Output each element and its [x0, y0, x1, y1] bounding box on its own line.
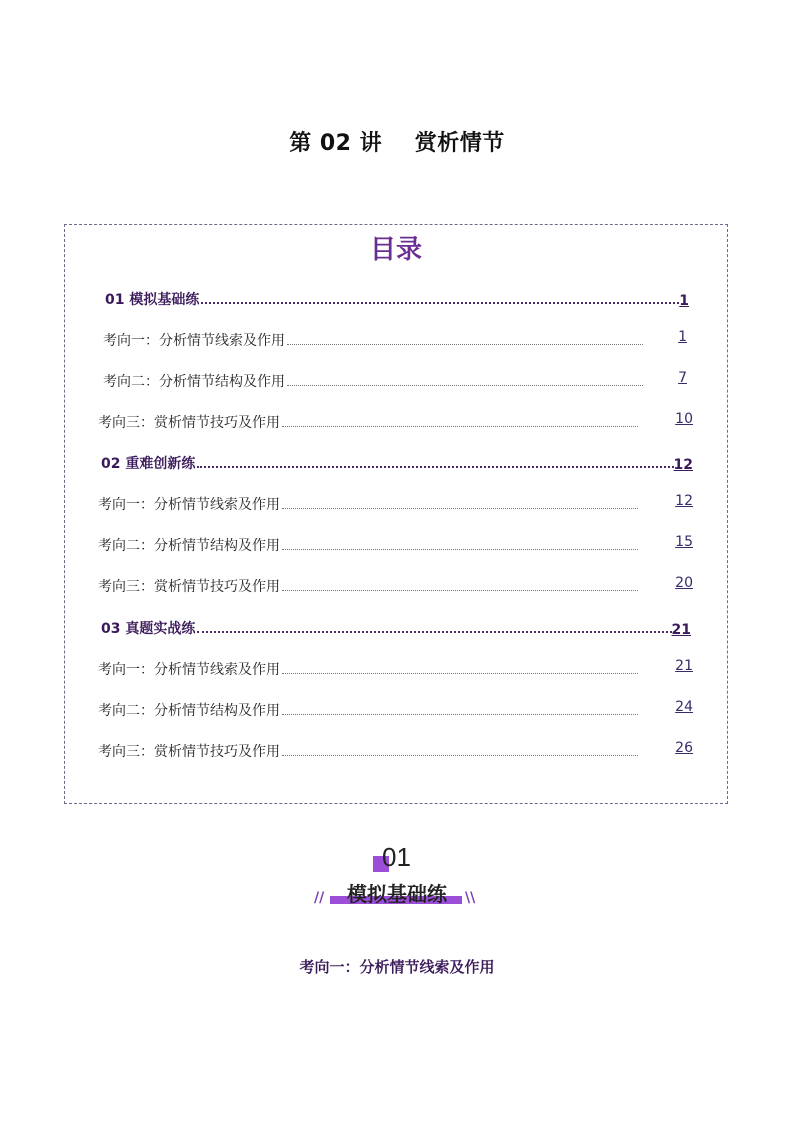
toc-entry-label: 考向二：分析情节结构及作用 — [98, 538, 280, 554]
toc-entry-item[interactable] — [98, 698, 640, 720]
toc-leader-dots — [282, 589, 638, 591]
toc-entry-label: 考向三：赏析情节技巧及作用 — [98, 744, 280, 760]
toc-entry-section-01[interactable] — [105, 287, 689, 309]
toc-entry-label: 考向三：赏析情节技巧及作用 — [98, 579, 280, 595]
toc-page-link[interactable]: 24 — [675, 699, 693, 715]
toc-entry-label: 考向一：分析情节线索及作用 — [98, 497, 280, 513]
toc-entry-label: 02 重难创新练 — [101, 456, 196, 472]
toc-entry-label: 考向一：分析情节线索及作用 — [103, 333, 285, 349]
toc-page-link[interactable]: 1 — [679, 293, 689, 309]
toc-page-link[interactable]: 26 — [675, 740, 693, 756]
toc-leader-dots — [197, 630, 671, 633]
toc-entry-section-02[interactable] — [101, 451, 693, 473]
toc-leader-dots — [282, 548, 638, 550]
toc-leader-dots — [282, 713, 638, 715]
toc-leader-dots — [282, 425, 638, 427]
toc-entry-label: 考向二：分析情节结构及作用 — [98, 703, 280, 719]
page-title: 第 02 讲 赏析情节 — [289, 131, 505, 156]
toc-entry-label: 03 真题实战练 — [101, 621, 196, 637]
left-slash-mark: // — [314, 890, 325, 906]
table-of-contents — [64, 224, 728, 804]
toc-entry-item[interactable] — [98, 492, 640, 514]
toc-leader-dots — [282, 507, 638, 509]
section-title: 模拟基础练 — [347, 882, 447, 906]
toc-entry-item[interactable] — [98, 574, 640, 596]
toc-page-link[interactable]: 15 — [675, 534, 693, 550]
toc-page-link[interactable]: 1 — [678, 329, 687, 345]
toc-page-link[interactable]: 12 — [673, 457, 693, 473]
toc-page-link[interactable]: 7 — [678, 370, 687, 386]
toc-page-link[interactable]: 21 — [675, 658, 693, 674]
toc-entry-item[interactable] — [98, 657, 640, 679]
toc-entry-item[interactable] — [98, 410, 640, 432]
toc-entry-item[interactable] — [98, 533, 640, 555]
toc-page-link[interactable]: 20 — [675, 575, 693, 591]
toc-leader-dots — [197, 465, 673, 468]
sub-heading: 考向一：分析情节线索及作用 — [299, 958, 495, 976]
toc-page-link[interactable]: 21 — [671, 622, 691, 638]
toc-entry-label: 01 模拟基础练 — [105, 292, 200, 308]
section-banner — [0, 842, 794, 912]
toc-leader-dots — [201, 301, 679, 304]
toc-page-link[interactable]: 12 — [675, 493, 693, 509]
toc-entry-item[interactable] — [98, 739, 640, 761]
toc-leader-dots — [287, 343, 643, 345]
toc-entry-label: 考向一：分析情节线索及作用 — [98, 662, 280, 678]
toc-leader-dots — [287, 384, 643, 386]
section-number: 01 — [382, 842, 411, 872]
toc-entry-item[interactable] — [103, 369, 645, 391]
toc-leader-dots — [282, 754, 638, 756]
toc-entry-section-03[interactable] — [101, 616, 691, 638]
toc-page-link[interactable]: 10 — [675, 411, 693, 427]
toc-entry-label: 考向二：分析情节结构及作用 — [103, 374, 285, 390]
toc-leader-dots — [282, 672, 638, 674]
toc-entry-item[interactable] — [103, 328, 645, 350]
toc-entry-label: 考向三：赏析情节技巧及作用 — [98, 415, 280, 431]
right-slash-mark: \\ — [465, 890, 476, 906]
toc-heading: 目录 — [369, 235, 422, 265]
